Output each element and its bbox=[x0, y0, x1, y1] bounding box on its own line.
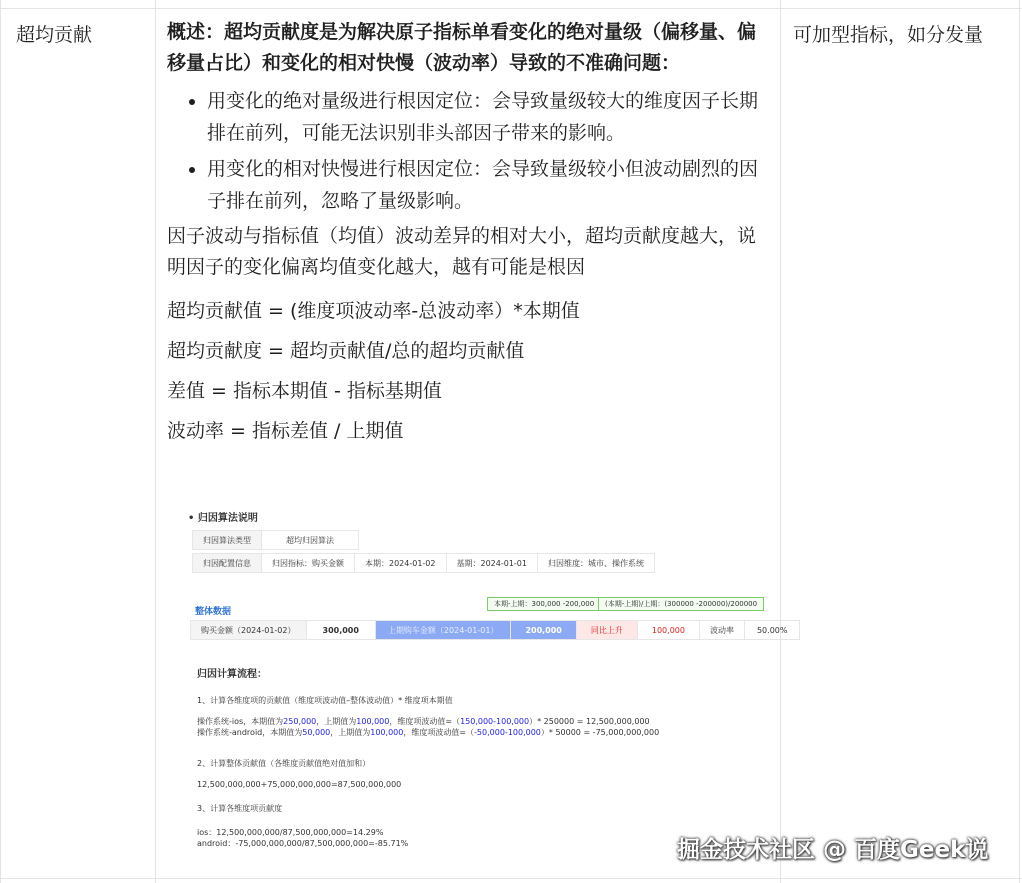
config-label: 归因配置信息 bbox=[193, 554, 262, 572]
calc-ios-line: 操作系统-ios，本期值为250,000，上期值为100,000，维度项波动值=（150,000-100,000）* 250000 = 12,500,000,000 bbox=[197, 717, 650, 726]
overall-current: 300,000 bbox=[307, 621, 376, 639]
row-divider-top bbox=[0, 8, 1022, 9]
step1-text: 1、计算各维度项的贡献值（维度项波动值–整体波动值）* 维度项本期值 bbox=[197, 696, 453, 705]
overall-change: 100,000 bbox=[638, 621, 700, 639]
formula-line: 波动率 = 指标差值 / 上期值 bbox=[167, 420, 404, 442]
list-item: • 用变化的绝对量级进行根因定位：会导致量级较大的维度因子长期排在前列，可能无法识别非头部因子带来的影响。 bbox=[207, 85, 767, 149]
step2-text: 2、计算整体贡献值（各维度贡献值绝对值加和） bbox=[197, 759, 371, 768]
watermark: 掘金技术社区 @ 百度Geek说 bbox=[677, 837, 989, 863]
embed-title: • 归因算法说明 bbox=[188, 513, 258, 524]
formula-line: 超均贡献值 = (维度项波动率-总波动率）*本期值 bbox=[167, 300, 580, 322]
config-dims: 归因维度：城市、操作系统 bbox=[548, 558, 644, 568]
config-row bbox=[192, 553, 655, 573]
table-border-left bbox=[0, 0, 1, 883]
algo-type-value: 超均归因算法 bbox=[286, 535, 334, 545]
result-android: android：-75,000,000,000/87,500,000,000=-85.71% bbox=[197, 839, 409, 848]
overall-prev-label: 上期购车金额（2024-01-01） bbox=[376, 621, 512, 639]
config-current: 本期：2024-01-02 bbox=[355, 554, 447, 572]
description-paragraph: 因子波动与指标值（均值）波动差异的相对大小，超均贡献度越大，说明因子的变化偏离均值变化越大，越有可能是根因 bbox=[167, 225, 757, 278]
overall-rate-label: 波动率 bbox=[700, 621, 745, 639]
metric-type-cell: 可加型指标，如分发量 bbox=[793, 24, 984, 46]
algo-type-label: 归因算法类型 bbox=[193, 531, 262, 549]
row-divider-bottom bbox=[0, 878, 1022, 879]
step3-text: 3、计算各维度项贡献度 bbox=[197, 804, 283, 813]
list-item: • 用变化的相对快慢进行根因定位：会导致量级较小但波动剧烈的因子排在前列，忽略了量级影响。 bbox=[207, 153, 767, 217]
overall-title: 整体数据 bbox=[195, 607, 232, 617]
overall-change-label: 同比上升 bbox=[577, 621, 638, 639]
formula-line: 差值 = 指标本期值 - 指标基期值 bbox=[167, 380, 442, 402]
overall-metric: 购买金额（2024-01-02） bbox=[191, 621, 307, 639]
rate-note: (本期-上期)/上期：(300000 -200000)/200000 bbox=[598, 597, 764, 611]
algorithm-explanation-image bbox=[180, 503, 788, 863]
diff-note: 本期-上期：300,000 -200,000 bbox=[487, 597, 601, 611]
overall-prev: 200,000 bbox=[511, 621, 576, 639]
overall-rate: 50.00% bbox=[756, 625, 788, 635]
bullet-list bbox=[207, 85, 767, 217]
calc-android-line: 操作系统-android，本期值为50,000，上期值为100,000，维度项波动值=（-50,000-100,000）* 50000 = -75,000,000,000 bbox=[197, 728, 660, 737]
config-base: 基期：2024-01-01 bbox=[447, 554, 539, 572]
column-divider bbox=[155, 0, 156, 883]
flow-title: 归因计算流程： bbox=[197, 669, 267, 680]
table-border-right bbox=[1019, 0, 1020, 883]
step2-result: 12,500,000,000+75,000,000,000=87,500,000,000 bbox=[197, 780, 402, 789]
overall-row bbox=[190, 620, 800, 640]
result-ios: ios：12,500,000,000/87,500,000,000=14.29% bbox=[197, 828, 384, 837]
summary-text: 概述：超均贡献度是为解决原子指标单看变化的绝对量级（偏移量、偏移量占比）和变化的相对快慢（波动率）导致的不准确问题： bbox=[167, 21, 757, 74]
column-divider bbox=[780, 0, 781, 883]
algo-type-row bbox=[192, 530, 359, 550]
description-cell bbox=[167, 17, 767, 443]
formula-line: 超均贡献度 = 超均贡献值/总的超均贡献值 bbox=[167, 340, 525, 362]
metric-name-cell: 超均贡献 bbox=[16, 24, 93, 46]
config-metric: 归因指标：购买金额 bbox=[262, 554, 355, 572]
